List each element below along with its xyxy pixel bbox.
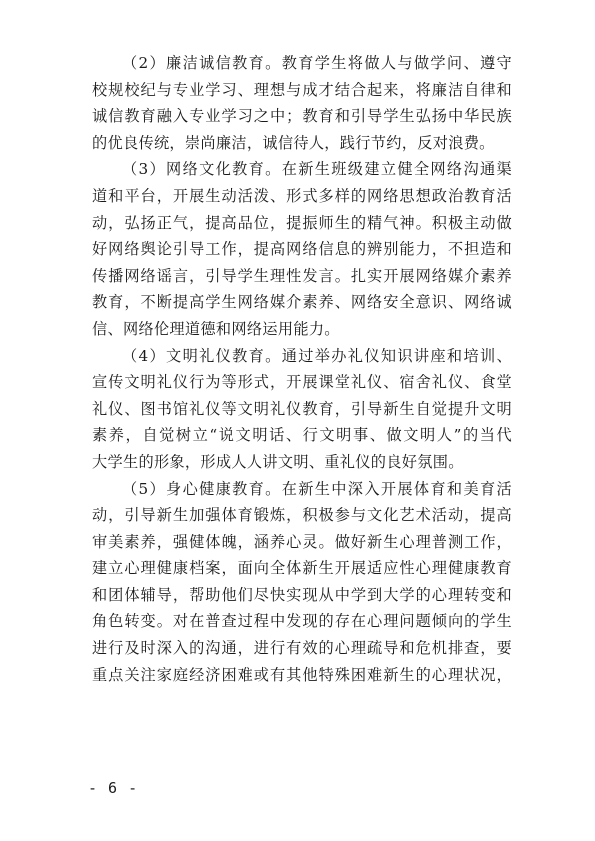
text-line: 信、网络伦理道德和网络运用能力。 bbox=[92, 319, 340, 338]
text-line: 诚信教育融入专业学习之中；教育和引导学生弘扬中华民族 bbox=[92, 107, 512, 126]
paragraph-network-culture-education bbox=[92, 156, 512, 342]
text-line: （3）网络文化教育。在新生班级建立健全网络沟通渠 bbox=[122, 160, 512, 179]
text-line: 大学生的形象，形成人人讲文明、重礼仪的良好氛围。 bbox=[92, 452, 464, 471]
text-line: 宣传文明礼仪行为等形式，开展课堂礼仪、宿舍礼仪、食堂 bbox=[92, 373, 512, 392]
text-line: 和团体辅导，帮助他们尽快实现从中学到大学的心理转变和 bbox=[92, 585, 512, 604]
text-line: （5）身心健康教育。在新生中深入开展体育和美育活 bbox=[122, 479, 512, 498]
text-line: 重点关注家庭经济困难或有其他特殊困难新生的心理状况， bbox=[92, 665, 512, 684]
paragraph-integrity-education bbox=[92, 50, 512, 156]
text-line: 动，弘扬正气，提高品位，提振师生的精气神。积极主动做 bbox=[92, 213, 512, 232]
text-line: 教育，不断提高学生网络媒介素养、网络安全意识、网络诚 bbox=[92, 293, 512, 312]
page-number: - 6 - bbox=[88, 779, 139, 797]
text-line: （2）廉洁诚信教育。教育学生将做人与做学问、遵守 bbox=[122, 54, 512, 72]
text-line: 建立心理健康档案，面向全体新生开展适应性心理健康教育 bbox=[92, 559, 512, 578]
text-line: 礼仪、图书馆礼仪等文明礼仪教育，引导新生自觉提升文明 bbox=[92, 399, 512, 418]
text-line: 传播网络谣言，引导学生理性发言。扎实开展网络媒介素养 bbox=[92, 266, 512, 285]
text-line: 审美素养，强健体魄，涵养心灵。做好新生心理普测工作， bbox=[92, 532, 512, 551]
text-line: （4）文明礼仪教育。通过举办礼仪知识讲座和培训、 bbox=[122, 346, 512, 365]
text-line: 道和平台，开展生动活泼、形式多样的网络思想政治教育活 bbox=[92, 186, 512, 205]
text-line: 角色转变。对在普查过程中发现的存在心理问题倾向的学生 bbox=[92, 612, 512, 631]
paragraph-etiquette-education bbox=[92, 343, 512, 476]
text-line: 好网络舆论引导工作，提高网络信息的辨别能力，不担造和 bbox=[92, 240, 512, 259]
paragraph-health-education bbox=[92, 476, 512, 689]
text-line: 素养，自觉树立“说文明话、行文明事、做文明人”的当代 bbox=[92, 426, 512, 445]
text-line: 进行及时深入的沟通，进行有效的心理疏导和危机排查，要 bbox=[92, 639, 512, 658]
text-line: 的优良传统，崇尚廉洁，诚信待人，践行节约，反对浪费。 bbox=[92, 133, 495, 152]
body-text bbox=[92, 50, 512, 688]
text-line: 动，引导新生加强体育锻炼，积极参与文化艺术活动，提高 bbox=[92, 506, 512, 525]
text-line: 校规校纪与专业学习、理想与成才结合起来，将廉洁自律和 bbox=[92, 80, 512, 99]
